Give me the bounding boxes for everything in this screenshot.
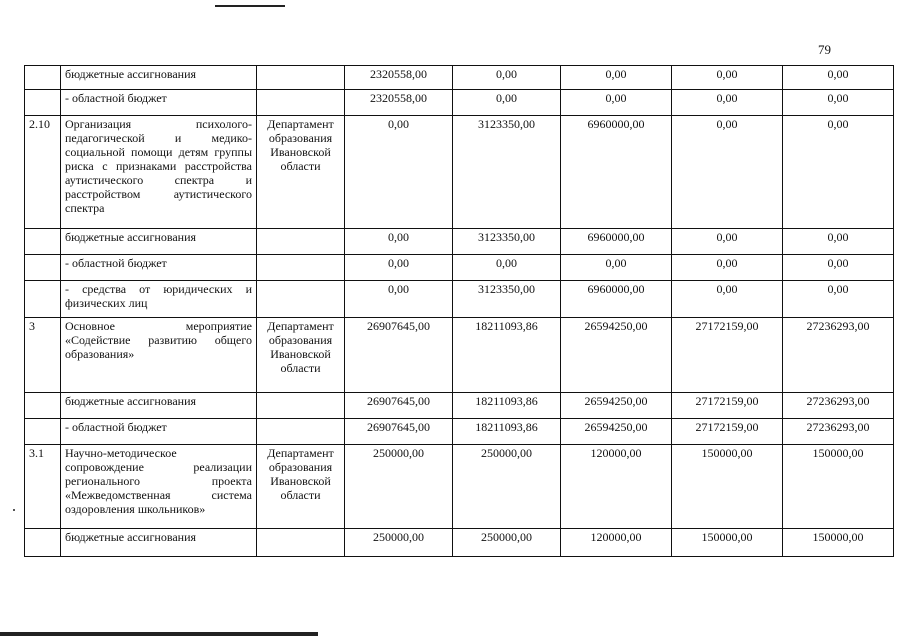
row-executor-cell <box>257 419 345 445</box>
row-value-cell: 27236293,00 <box>783 393 894 419</box>
row-executor-cell: Департамент образования Ивановской области <box>257 116 345 229</box>
row-value-cell: 150000,00 <box>783 445 894 529</box>
row-executor-cell <box>257 281 345 318</box>
row-name-cell: - средства от юридических и физических лиц <box>61 281 257 318</box>
row-value-cell: 120000,00 <box>561 529 672 557</box>
row-value-cell: 0,00 <box>672 116 783 229</box>
table-row <box>25 255 894 281</box>
row-value-cell: 2320558,00 <box>345 90 453 116</box>
row-name-cell: бюджетные ассигнования <box>61 393 257 419</box>
row-executor-cell: Департамент образования Ивановской области <box>257 318 345 393</box>
row-value-cell: 0,00 <box>783 116 894 229</box>
table-row <box>25 229 894 255</box>
row-value-cell: 150000,00 <box>783 529 894 557</box>
table-row <box>25 281 894 318</box>
row-value-cell: 0,00 <box>345 229 453 255</box>
row-name-cell: - областной бюджет <box>61 90 257 116</box>
row-value-cell: 0,00 <box>783 255 894 281</box>
row-index-cell <box>25 66 61 90</box>
row-value-cell: 0,00 <box>453 66 561 90</box>
row-name-cell: бюджетные ассигнования <box>61 66 257 90</box>
row-value-cell: 26594250,00 <box>561 318 672 393</box>
row-value-cell: 26594250,00 <box>561 393 672 419</box>
table-row <box>25 445 894 529</box>
row-value-cell: 0,00 <box>561 255 672 281</box>
row-executor-cell <box>257 529 345 557</box>
page-number: 79 <box>818 42 831 57</box>
row-value-cell: 3123350,00 <box>453 281 561 318</box>
row-name-cell: - областной бюджет <box>61 419 257 445</box>
row-value-cell: 26907645,00 <box>345 318 453 393</box>
row-value-cell: 27172159,00 <box>672 419 783 445</box>
row-value-cell: 26907645,00 <box>345 419 453 445</box>
row-index-cell <box>25 393 61 419</box>
row-executor-cell: Департамент образования Ивановской области <box>257 445 345 529</box>
row-value-cell: 27172159,00 <box>672 393 783 419</box>
row-value-cell: 0,00 <box>672 281 783 318</box>
row-value-cell: 0,00 <box>783 281 894 318</box>
row-name-cell: Научно-методическое сопровождение реализации регионального проекта «Межведомственная система оздоровления школьников» <box>61 445 257 529</box>
table-row <box>25 116 894 229</box>
row-value-cell: 0,00 <box>345 116 453 229</box>
row-value-cell: 27172159,00 <box>672 318 783 393</box>
row-value-cell: 0,00 <box>672 229 783 255</box>
row-value-cell: 0,00 <box>672 66 783 90</box>
row-value-cell: 150000,00 <box>672 529 783 557</box>
row-value-cell: 6960000,00 <box>561 281 672 318</box>
table-row <box>25 393 894 419</box>
row-value-cell: 0,00 <box>561 90 672 116</box>
table-row <box>25 419 894 445</box>
budget-table <box>24 65 894 557</box>
row-index-cell: 3.1 <box>25 445 61 529</box>
row-index-cell <box>25 255 61 281</box>
row-value-cell: 27236293,00 <box>783 318 894 393</box>
row-value-cell: 250000,00 <box>345 529 453 557</box>
row-index-cell: 2.10 <box>25 116 61 229</box>
row-index-cell <box>25 90 61 116</box>
row-value-cell: 6960000,00 <box>561 116 672 229</box>
row-value-cell: 18211093,86 <box>453 419 561 445</box>
row-executor-cell <box>257 255 345 281</box>
bottom-rule <box>0 632 318 636</box>
row-value-cell: 0,00 <box>345 281 453 318</box>
row-index-cell <box>25 229 61 255</box>
table-row <box>25 318 894 393</box>
row-value-cell: 120000,00 <box>561 445 672 529</box>
table-row <box>25 66 894 90</box>
row-index-cell: 3 <box>25 318 61 393</box>
row-executor-cell <box>257 229 345 255</box>
table-row <box>25 90 894 116</box>
row-index-cell <box>25 281 61 318</box>
row-index-cell <box>25 529 61 557</box>
row-value-cell: 0,00 <box>783 90 894 116</box>
row-name-cell: - областной бюджет <box>61 255 257 281</box>
row-value-cell: 0,00 <box>453 90 561 116</box>
row-value-cell: 0,00 <box>672 90 783 116</box>
table-body <box>25 66 894 557</box>
row-name-cell: бюджетные ассигнования <box>61 229 257 255</box>
row-value-cell: 0,00 <box>783 66 894 90</box>
row-value-cell: 250000,00 <box>453 445 561 529</box>
row-index-cell <box>25 419 61 445</box>
row-value-cell: 26594250,00 <box>561 419 672 445</box>
row-value-cell: 0,00 <box>345 255 453 281</box>
row-value-cell: 150000,00 <box>672 445 783 529</box>
row-value-cell: 18211093,86 <box>453 393 561 419</box>
top-rule <box>215 5 285 7</box>
row-value-cell: 3123350,00 <box>453 229 561 255</box>
row-value-cell: 26907645,00 <box>345 393 453 419</box>
row-value-cell: 6960000,00 <box>561 229 672 255</box>
row-value-cell: 250000,00 <box>453 529 561 557</box>
row-value-cell: 0,00 <box>453 255 561 281</box>
row-executor-cell <box>257 90 345 116</box>
row-name-cell: бюджетные ассигнования <box>61 529 257 557</box>
row-value-cell: 3123350,00 <box>453 116 561 229</box>
row-name-cell: Основное мероприятие «Содействие развитию общего образования» <box>61 318 257 393</box>
row-executor-cell <box>257 393 345 419</box>
row-value-cell: 2320558,00 <box>345 66 453 90</box>
row-value-cell: 250000,00 <box>345 445 453 529</box>
row-value-cell: 0,00 <box>783 229 894 255</box>
row-value-cell: 0,00 <box>672 255 783 281</box>
row-executor-cell <box>257 66 345 90</box>
row-value-cell: 18211093,86 <box>453 318 561 393</box>
row-value-cell: 0,00 <box>561 66 672 90</box>
row-name-cell: Организация психолого-педагогической и медико-социальной помощи детям группы риска с признаками расстройства аутистического спектра и расстройством аутистического спектра <box>61 116 257 229</box>
row-value-cell: 27236293,00 <box>783 419 894 445</box>
scan-dot <box>13 509 15 511</box>
table-row <box>25 529 894 557</box>
